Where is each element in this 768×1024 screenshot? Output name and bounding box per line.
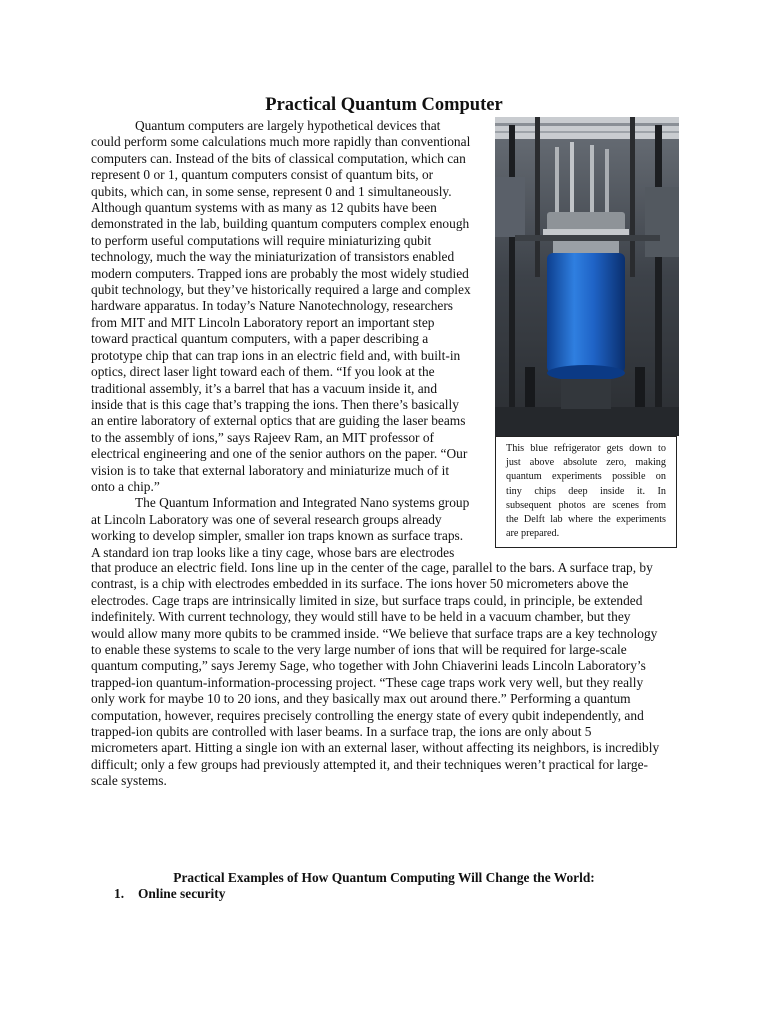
text-line: traditional assembly, it’s a barrel that has a vacuum inside it, and bbox=[91, 380, 438, 396]
text-line: toward practical quantum computers, with a paper describing a bbox=[91, 331, 429, 347]
text-line: hardware apparatus. In today’s Nature Nanotechnology, researchers bbox=[91, 298, 454, 314]
text-line: Although quantum systems with as many as 12 qubits have been bbox=[91, 200, 437, 216]
text-line: would allow many more qubits to be crammed inside. “We believe that surface traps are a key technology bbox=[91, 625, 658, 641]
text-line: could perform some calculations much more rapidly than conventional bbox=[91, 134, 471, 150]
caption-line: just above absolute zero, making bbox=[506, 457, 666, 469]
text-line: contrast, is a chip with electrodes embedded in its surface. The ions hover 50 micrometers above the bbox=[91, 576, 629, 592]
photo-caption bbox=[495, 436, 677, 548]
caption-line: are prepared. bbox=[506, 528, 560, 540]
text-line: to perform useful computations will require miniaturizing qubit bbox=[91, 232, 432, 248]
text-line: computers can. Instead of the bits of classical computation, which can bbox=[91, 150, 466, 166]
text-line: difficult; only a few groups had previously attempted it, and their techniques weren’t practical for large- bbox=[91, 756, 649, 772]
text-line: scale systems. bbox=[91, 773, 167, 789]
refrigerator-photo bbox=[495, 117, 679, 436]
text-line: demonstrated in the lab, building quantum computers complex enough bbox=[91, 216, 470, 232]
refrigerator-photo-illustration bbox=[495, 117, 679, 436]
text-line: at Lincoln Laboratory was one of several research groups already bbox=[91, 511, 442, 527]
text-line: indefinitely. With current technology, they would still have to be held in a vacuum chamber, but they bbox=[91, 609, 631, 625]
text-line: trapped-ion quantum-information-processing project. “These cage traps work very well, but they really bbox=[91, 674, 644, 690]
text-line: micrometers apart. Hitting a single ion with an external laser, without affecting its neighbors, is incredibly bbox=[91, 740, 660, 756]
caption-line: the Delft lab where the experiments bbox=[506, 514, 666, 526]
text-line: working to develop simpler, smaller ion traps known as surface traps. bbox=[91, 528, 464, 544]
caption-line: subsequent photos are scenes from bbox=[506, 499, 666, 511]
text-line: qubits, which can, in some sense, represent 0 and 1 simultaneously. bbox=[91, 183, 452, 199]
text-line: computation, however, requires precisely controlling the energy state of every qubit independently, and bbox=[91, 707, 644, 723]
list-item-number: 1. bbox=[114, 886, 125, 901]
text-line: A standard ion trap looks like a tiny cage, whose bars are electrodes bbox=[91, 544, 455, 560]
section-heading: Practical Examples of How Quantum Computing Will Change the World: bbox=[173, 870, 595, 885]
examples-list bbox=[114, 886, 225, 902]
text-line: onto a chip.” bbox=[91, 478, 160, 494]
text-line: technology, much the way the miniaturization of transistors enabled bbox=[91, 249, 455, 265]
caption-line: This blue refrigerator gets down to bbox=[506, 443, 666, 454]
text-line: electrical engineering and one of the senior authors on the paper. “Our bbox=[91, 446, 468, 462]
text-line: Quantum computers are largely hypothetical devices that bbox=[135, 118, 441, 133]
text-line: only work for maybe 10 to 20 ions, and they basically max out around there.” Performing a quantum bbox=[91, 691, 631, 707]
list-item-label: Online security bbox=[138, 886, 226, 901]
text-line: to enable these systems to scale to the very large number of ions that will be required for large-scale bbox=[91, 642, 627, 658]
text-line: electrodes. Cage traps are intrinsically limited in size, but surface traps could, in principle, be extended bbox=[91, 592, 643, 608]
text-line: modern computers. Trapped ions are probably the most widely studied bbox=[91, 265, 469, 281]
text-line: an entire laboratory of external optics that are guiding the laser beams bbox=[91, 413, 466, 429]
text-line: vision is to take that external laboratory and miniaturize much of it bbox=[91, 462, 450, 478]
text-line: inside that is this cage that’s trapping the ions. Then there’s basically bbox=[91, 396, 459, 412]
text-line: The Quantum Information and Integrated Nano systems group bbox=[135, 495, 470, 511]
body-full-width bbox=[91, 560, 681, 790]
caption-line: tiny chips deep inside it. In bbox=[506, 485, 666, 497]
page-title: Practical Quantum Computer bbox=[265, 95, 503, 115]
caption-line: quantum experiments possible on bbox=[506, 471, 666, 483]
text-line: that produce an electric field. Ions line up in the center of the cage, parallel to the bars. A surface trap, by bbox=[91, 560, 653, 575]
text-line: quantum computing,” says Jeremy Sage, who together with John Chiaverini leads Lincoln Laboratory’s bbox=[91, 658, 646, 674]
text-line: from MIT and MIT Lincoln Laboratory report an important step bbox=[91, 314, 435, 330]
text-line: optics, direct laser light toward each of them. “If you look at the bbox=[91, 364, 435, 380]
text-line: prototype chip that can trap ions in an electric field and, with built-in bbox=[91, 347, 461, 363]
text-line: trapped-ion qubits are controlled with laser beams. In a surface trap, the ions are only about 5 bbox=[91, 724, 592, 740]
text-line: qubit technology, but they’ve historically required a large and complex bbox=[91, 282, 471, 298]
text-line: represent 0 or 1, quantum computers consist of quantum bits, or bbox=[91, 167, 434, 183]
list-item bbox=[114, 886, 225, 902]
text-line: to the assembly of ions,” says Rajeev Ram, an MIT professor of bbox=[91, 429, 435, 445]
body-column bbox=[91, 118, 486, 561]
